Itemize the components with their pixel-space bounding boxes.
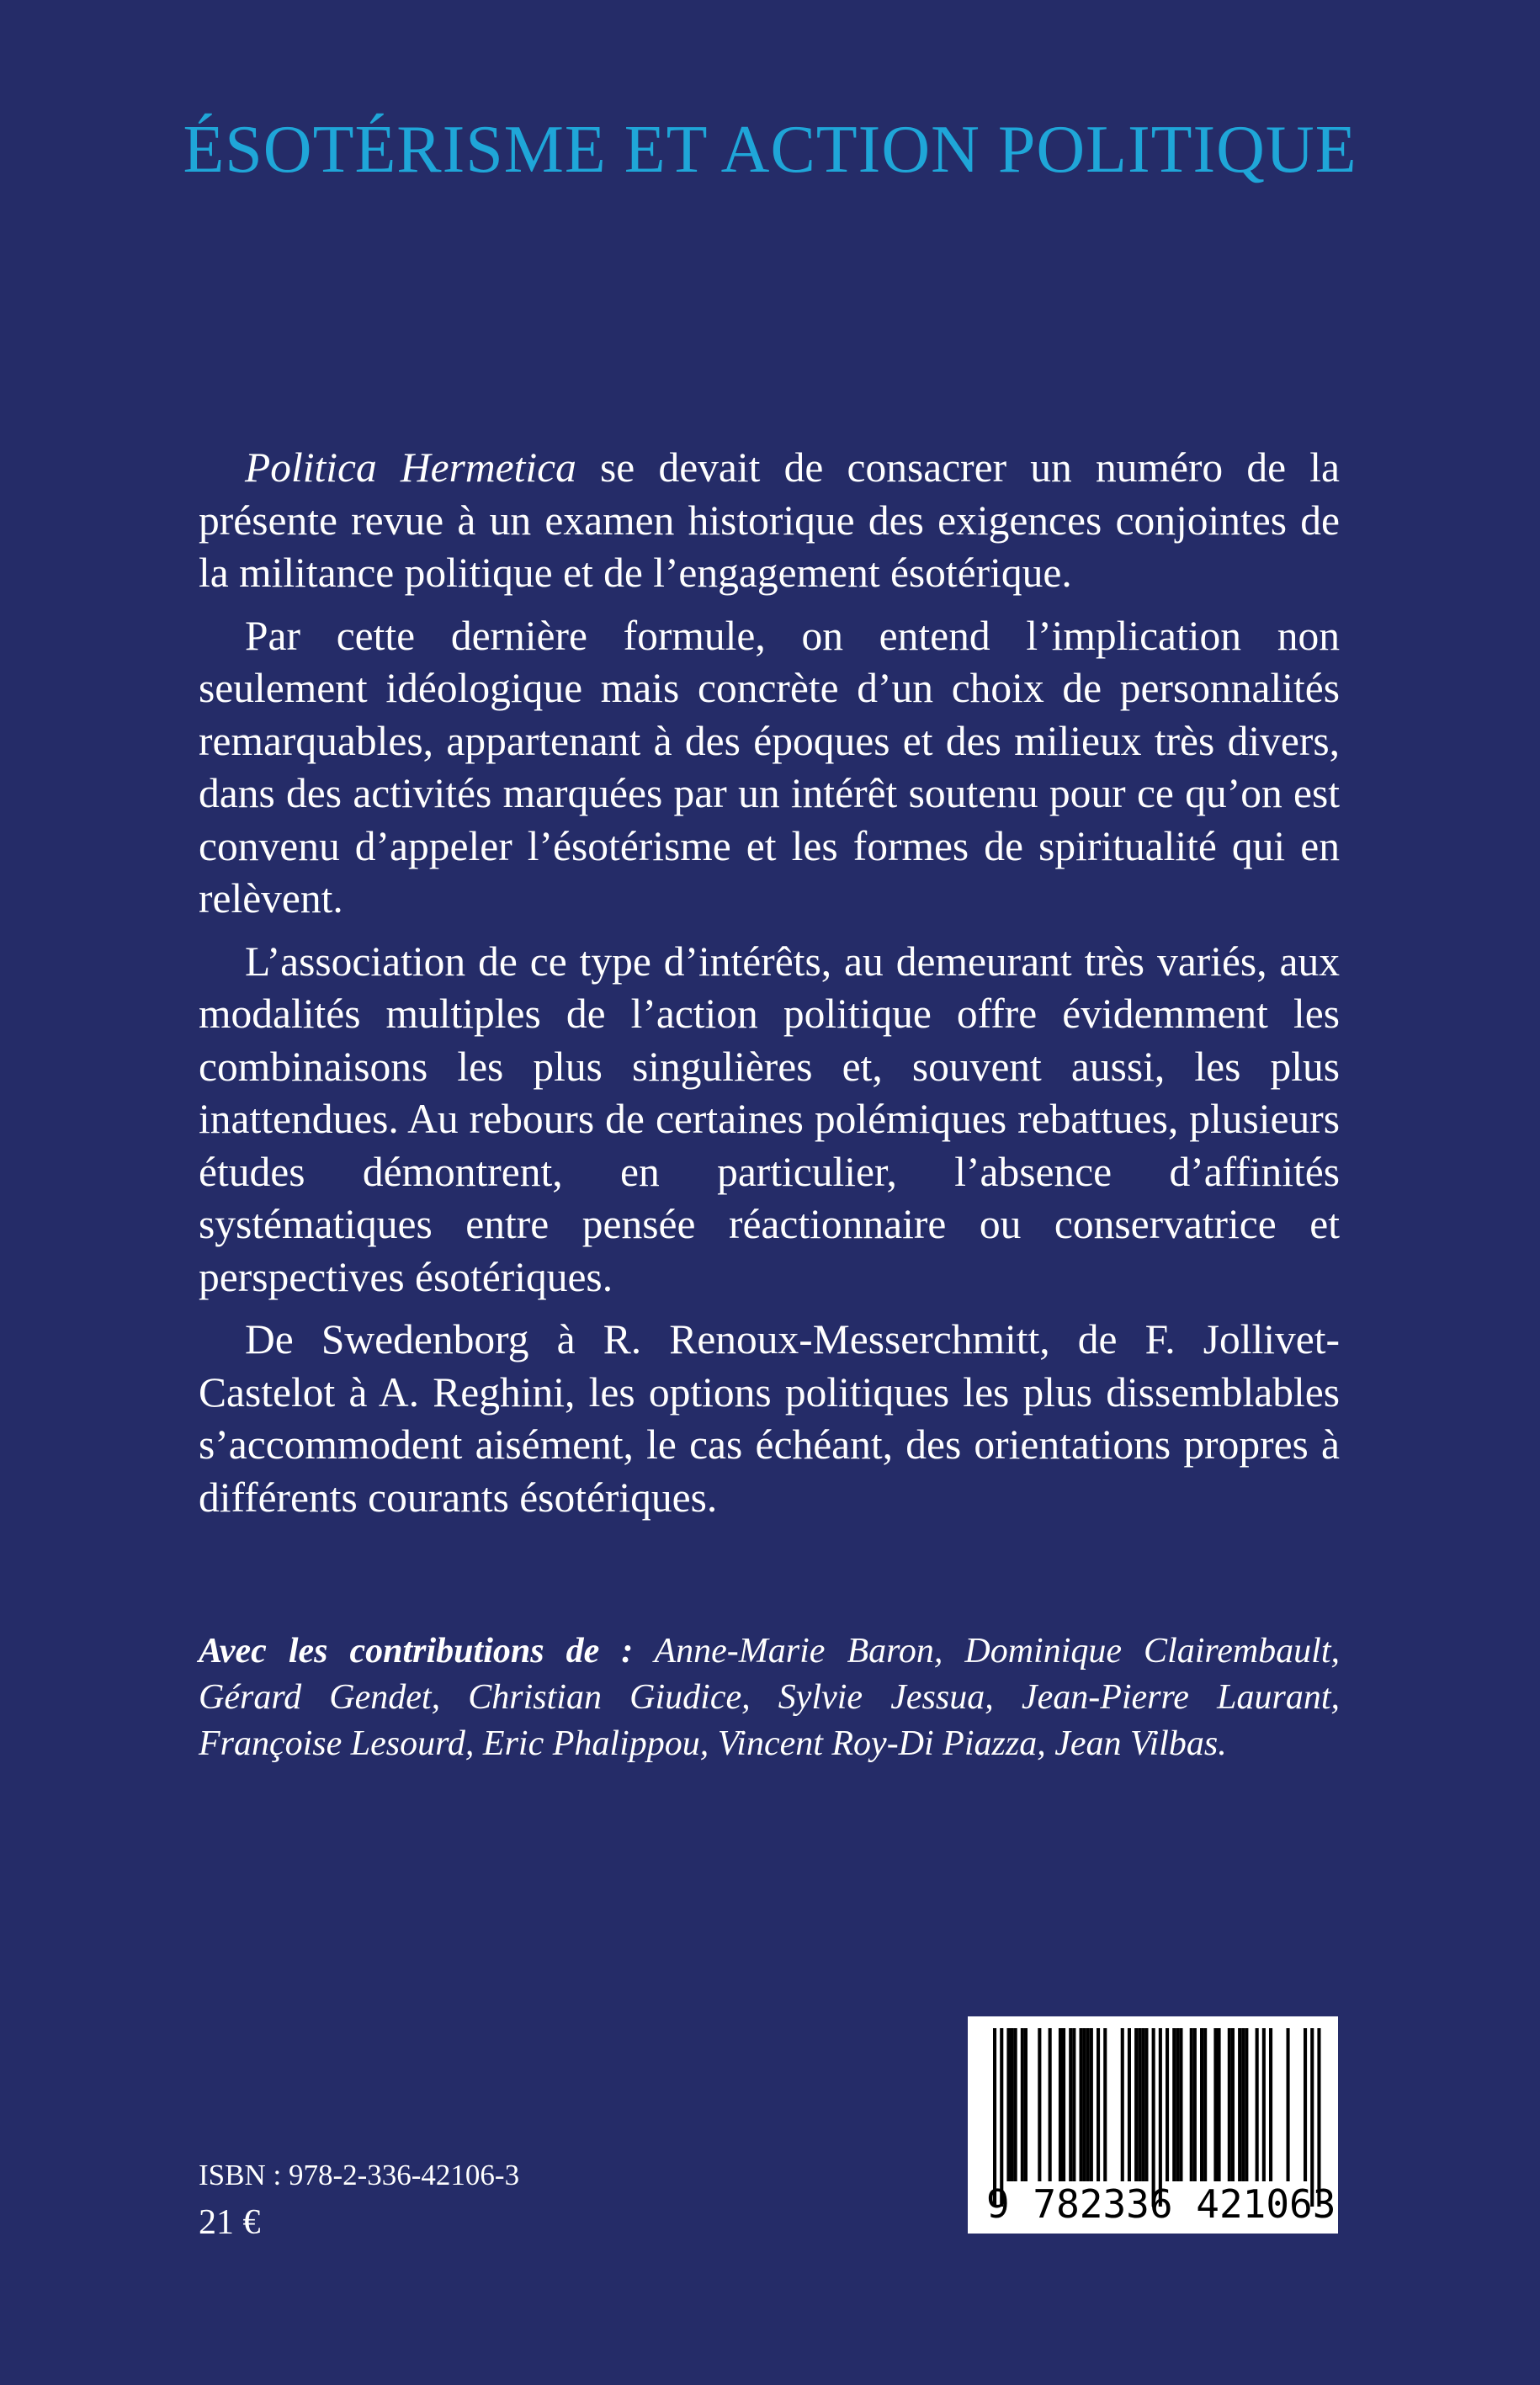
- barcode: [968, 2016, 1338, 2234]
- barcode-bar: [1062, 2028, 1065, 2181]
- barcode-bar: [1256, 2028, 1259, 2181]
- barcode-bar: [1138, 2028, 1141, 2181]
- barcode-bar: [1090, 2028, 1093, 2181]
- barcode-bar: [1176, 2028, 1179, 2181]
- barcode-bar: [1287, 2028, 1290, 2181]
- paragraph-2: Par cette dernière formule, on entend l’implication non seulement idéologique mais concrète d’un choix de personnalités remarquables, appartenant à des époques et des milieux très divers, dans des activités marquées par un intérêt soutenu pour ce qu’on est convenu d’appeler l’ésotérisme et les formes de spiritualité qui en relèvent.: [199, 612, 1340, 922]
- barcode-bar: [1144, 2028, 1148, 2181]
- barcode-bar: [1011, 2028, 1014, 2181]
- barcode-bar: [1141, 2028, 1144, 2181]
- barcode-bar: [1262, 2028, 1266, 2181]
- barcode-bar: [1097, 2028, 1100, 2181]
- barcode-bar: [1218, 2028, 1221, 2181]
- barcode-bar: [1134, 2028, 1138, 2181]
- paragraph-4: De Swedenborg à R. Renoux-Messerchmitt, de F. Jollivet-Castelot à A. Reghini, les options politiques les plus dissemblables s’accommodent aisément, le cas échéant, des orientations propres à différents courants ésotériques.: [199, 1316, 1340, 1521]
- paragraph-1-text: se devait de consacrer un numéro de la présente revue à un examen historique des exigences conjointes de la militance politique et de l’engagement ésotérique.: [199, 444, 1340, 596]
- paragraph-3: L’association de ce type d’intérêts, au demeurant très variés, aux modalités multiples de l’action politique offre évidemment les combinaisons les plus singulières et, souvent aussi, les plus inattendues. Au rebours de certaines polémiques rebattues, plusieurs études démontrent, en particulier, l’absence d’affinités systématiques entre pensée réactionnaire ou conservatrice et perspectives ésotériques.: [199, 938, 1340, 1300]
- contributors: [199, 1628, 1340, 1767]
- barcode-bar: [1128, 2028, 1131, 2181]
- barcode-bar: [1317, 2028, 1320, 2207]
- barcode-bar: [1069, 2028, 1072, 2181]
- barcode-bar: [1006, 2028, 1010, 2181]
- barcode-bar: [1269, 2028, 1272, 2181]
- contributors-label: Avec les contributions de :: [199, 1632, 634, 1671]
- barcode-bar: [1083, 2028, 1086, 2181]
- barcode-bar: [1179, 2028, 1182, 2181]
- barcode-bar: [1080, 2028, 1083, 2181]
- barcode-bar: [1152, 2028, 1155, 2207]
- barcode-bar: [1000, 2028, 1003, 2207]
- journal-name: Politica Hermetica: [245, 444, 576, 491]
- barcode-bar: [1241, 2028, 1245, 2181]
- cover-title: ÉSOTÉRISME ET ACTION POLITIQUE: [183, 113, 1357, 187]
- barcode-bar: [1172, 2028, 1176, 2181]
- barcode-bar: [1038, 2028, 1041, 2181]
- isbn: ISBN : 978-2-336-42106-3: [199, 2159, 520, 2191]
- barcode-bar: [1310, 2028, 1314, 2207]
- barcode-bar: [1190, 2028, 1193, 2181]
- barcode-digits: 9 782336 421063: [986, 2181, 1336, 2227]
- barcode-bar: [1304, 2028, 1307, 2181]
- barcode-bar: [1021, 2028, 1024, 2181]
- barcode-bar: [1059, 2028, 1062, 2181]
- back-cover-description: [199, 442, 1340, 1534]
- barcode-bar: [1024, 2028, 1028, 2181]
- barcode-bar: [1121, 2028, 1124, 2181]
- barcode-bar: [1014, 2028, 1017, 2181]
- barcode-bar: [1103, 2028, 1107, 2181]
- barcode-bar: [1228, 2028, 1231, 2181]
- barcode-bar: [1245, 2028, 1248, 2181]
- barcode-bar: [1193, 2028, 1197, 2181]
- barcode-bar: [1072, 2028, 1075, 2181]
- paragraph-1: [199, 442, 1340, 600]
- barcode-bar: [1200, 2028, 1203, 2181]
- barcode-bar: [1203, 2028, 1207, 2181]
- barcode-bar: [1049, 2028, 1052, 2181]
- price: 21 €: [199, 2203, 261, 2242]
- barcode-bar: [1231, 2028, 1235, 2181]
- barcode-bar: [1086, 2028, 1090, 2181]
- barcode-bar: [1238, 2028, 1241, 2181]
- barcode-bar: [1166, 2028, 1169, 2181]
- barcode-bar: [1213, 2028, 1217, 2181]
- barcode-bar: [1159, 2028, 1162, 2207]
- barcode-bar: [993, 2028, 996, 2207]
- contributors-names: Anne-Marie Baron, Dominique Clairembault, Gérard Gendet, Christian Giudice, Sylvie Jessua, Jean-Pierre Laurant, Françoise Lesourd, Eric Phalippou, Vincent Roy-Di Piazza, Jean Vilbas.: [199, 1632, 1341, 1763]
